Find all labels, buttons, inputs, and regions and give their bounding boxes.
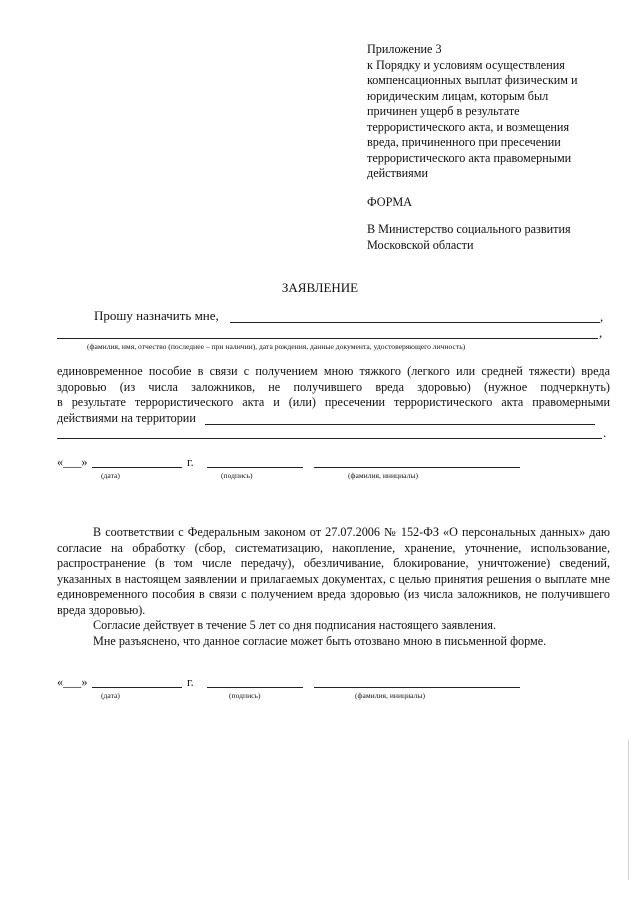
applicant-hint: (фамилия, имя, отчество (последнее – при наличии), дата рождения, данные документа, удостоверяющего личность) xyxy=(87,342,466,351)
date-input-line[interactable] xyxy=(92,687,182,688)
applicant-input-line-1[interactable] xyxy=(230,322,600,323)
recipient-line: В Министерство социального развития xyxy=(367,222,571,236)
appendix-line: действиями xyxy=(367,166,428,180)
recipient-block xyxy=(367,222,617,253)
line-comma: , xyxy=(599,325,603,340)
date-open: «___» xyxy=(57,455,88,469)
request-prefix: Прошу назначить мне, xyxy=(94,308,219,323)
form-label: ФОРМА xyxy=(367,195,412,209)
applicant-input-line-2[interactable] xyxy=(57,338,598,339)
signature-hint: (подпись) xyxy=(229,691,261,700)
consent-revocation: Мне разъяснено, что данное согласие может быть отозвано мною в письменной форме. xyxy=(93,634,547,648)
territory-input-line-1[interactable] xyxy=(205,424,595,425)
date-input-line[interactable] xyxy=(92,467,182,468)
line-period: . xyxy=(603,425,607,440)
line-comma: , xyxy=(600,309,604,324)
recipient-line: Московской области xyxy=(367,237,474,252)
appendix-line: юридическим лицам, которым был xyxy=(367,88,549,103)
name-input-line[interactable] xyxy=(314,687,520,688)
territory-input-line-2[interactable] xyxy=(57,438,602,439)
territory-prefix: действиями на территории xyxy=(57,411,196,425)
date-hint: (дата) xyxy=(101,691,120,700)
body-line: здоровью (из числа заложников, не получившего вреда здоровью) (нужное подчеркнуть) xyxy=(57,379,610,394)
name-hint: (фамилия, инициалы) xyxy=(348,471,419,480)
appendix-line: Приложение 3 xyxy=(367,42,442,56)
year-suffix: г. xyxy=(187,675,194,689)
appendix-line: вреда, причиненного при пресечении xyxy=(367,135,561,149)
appendix-block xyxy=(367,42,617,182)
signature-hint: (подпись) xyxy=(221,471,253,480)
body-line: единовременное пособие в связи с получением мною тяжкого (легкого или средней тяжести) вреда xyxy=(57,364,610,378)
appendix-line: причинен ущерб в результате xyxy=(367,104,520,118)
year-suffix: г. xyxy=(187,455,194,469)
document-title: ЗАЯВЛЕНИЕ xyxy=(281,280,359,295)
scan-artifact xyxy=(628,740,629,880)
body-paragraph xyxy=(57,364,610,411)
appendix-line: компенсационных выплат физическим и xyxy=(367,73,578,87)
signature-input-line[interactable] xyxy=(207,687,303,688)
appendix-line: террористического акта правомерными xyxy=(367,150,572,165)
appendix-line: террористического акта, и возмещения xyxy=(367,119,570,134)
consent-paragraph: В соответствии с Федеральным законом от 27.07.2006 № 152-ФЗ «О персональных данных» даю согласие на обработку (сбор, систематизацию, накопление, хранение, уточнение, использование, распространение (в том числе передачу), обезличивание, блокирование, уничтожение) сведений, указанных в настоящем заявлении и прилагаемых документах, с целью принятия решения о выплате мне единовременного пособия в связи с получением вреда здоровью (из числа заложников, не получившего вреда здоровью). xyxy=(57,525,610,617)
consent-validity: Согласие действует в течение 5 лет со дня подписания настоящего заявления. xyxy=(93,618,496,632)
body-line: в результате террористического акта и (или) пресечении террористического акта правомерными xyxy=(57,395,610,409)
date-open: «___» xyxy=(57,675,88,689)
name-input-line[interactable] xyxy=(314,467,520,468)
appendix-line: к Порядку и условиям осуществления xyxy=(367,57,565,72)
date-hint: (дата) xyxy=(101,471,120,480)
name-hint: (фамилия, инициалы) xyxy=(355,691,426,700)
signature-input-line[interactable] xyxy=(207,467,303,468)
